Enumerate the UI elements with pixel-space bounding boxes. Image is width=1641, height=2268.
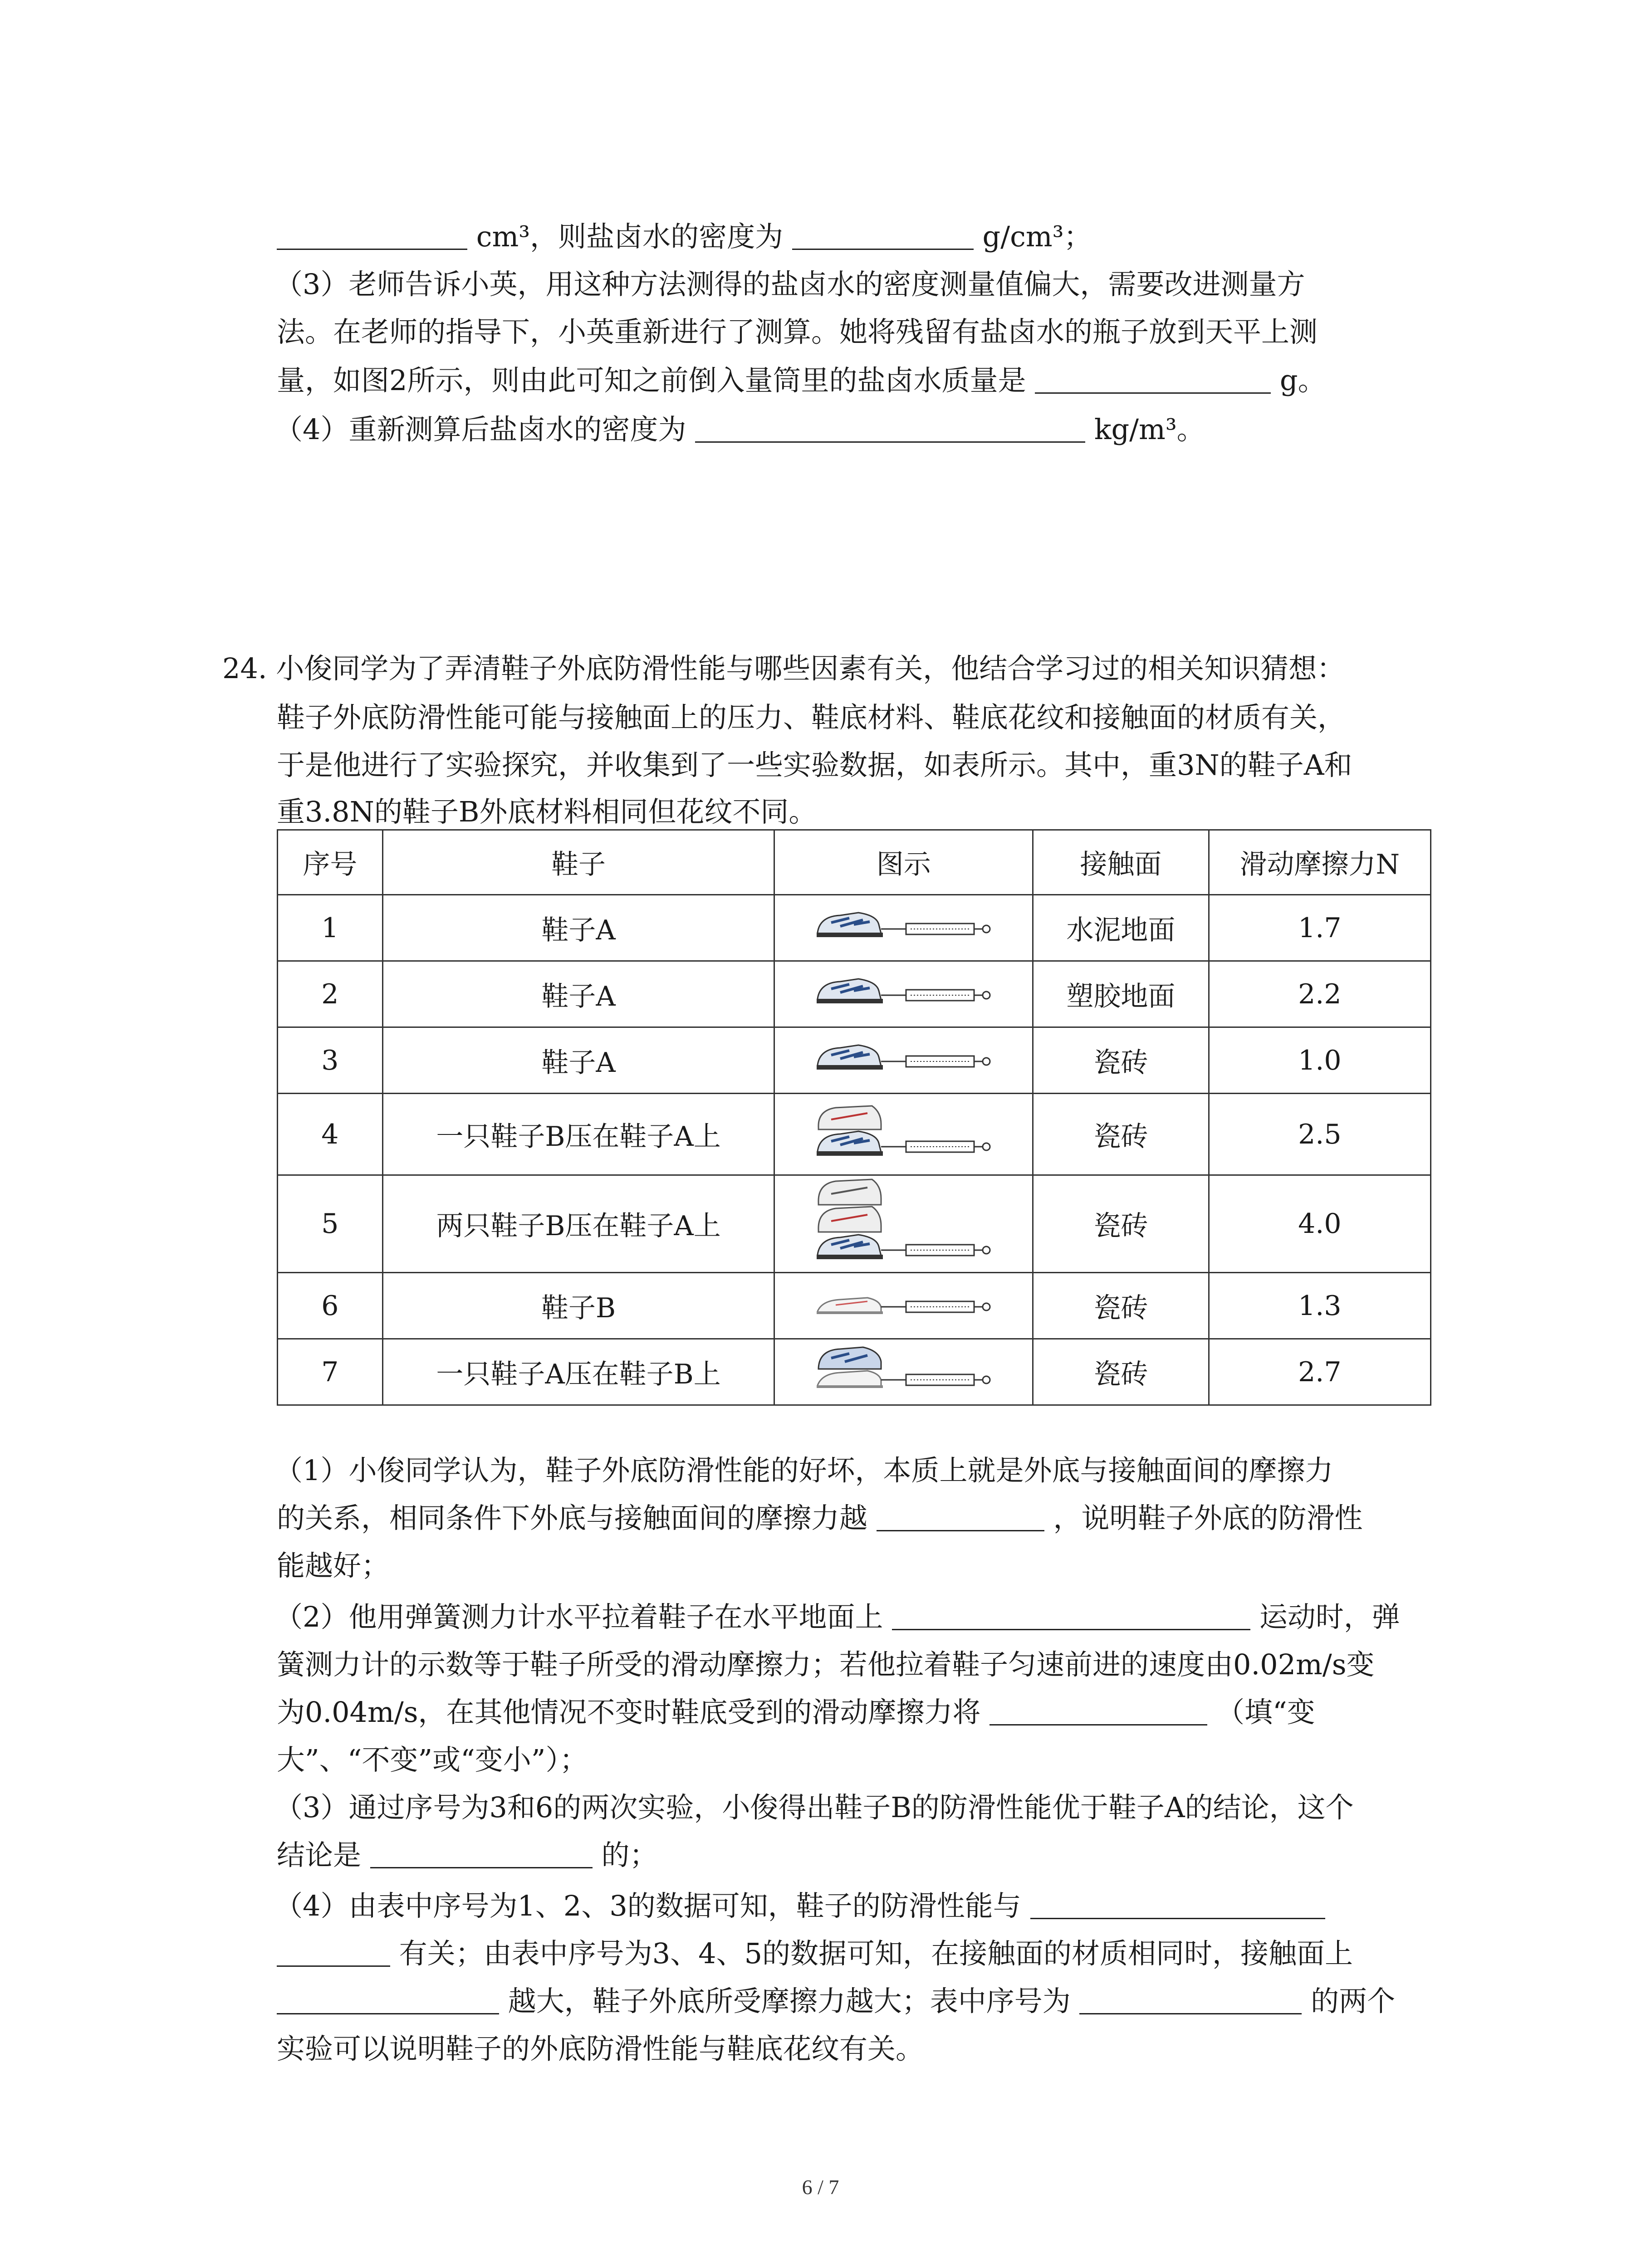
table-row [278, 1339, 1431, 1405]
q23-l1-text: cm³，则盐卤水的密度为 [476, 220, 784, 253]
q23-p3-line3 [277, 362, 1326, 400]
q24-p2-l3-text: 为0.04m/s，在其他情况不变时鞋底受到的滑动摩擦力将 [277, 1696, 981, 1729]
q24-p1-l2-text: 的关系，相同条件下外底与接触面间的摩擦力越 [277, 1501, 868, 1535]
stacked-shoes-spring-scale-icon [813, 1344, 994, 1400]
answer-blank[interactable] [277, 220, 467, 250]
q23-p4-text: （4）重新测算后盐卤水的密度为 [274, 413, 686, 446]
cell-shoe: 鞋子A [382, 961, 774, 1027]
q24-p2-l3-end: （填“变 [1216, 1696, 1315, 1729]
q24-p2-l1-text: （2）他用弹簧测力计水平拉着鞋子在水平地面上 [274, 1600, 883, 1633]
header-force: 滑动摩擦力N [1209, 830, 1430, 895]
header-shoe: 鞋子 [382, 830, 774, 895]
answer-blank[interactable] [277, 1937, 390, 1967]
cell-surface: 水泥地面 [1033, 895, 1209, 961]
cell-no: 5 [278, 1175, 383, 1273]
q24-p3-l2-text: 结论是 [277, 1838, 362, 1872]
cell-figure [774, 895, 1033, 961]
q24-p2-line1 [274, 1598, 1400, 1636]
cell-figure [774, 1339, 1033, 1405]
cell-force: 1.7 [1209, 895, 1430, 961]
cell-surface: 塑胶地面 [1033, 961, 1209, 1027]
cell-shoe: 一只鞋子A压在鞋子B上 [382, 1339, 774, 1405]
stacked-shoes-spring-scale-icon [813, 1101, 994, 1167]
cell-force: 2.7 [1209, 1339, 1430, 1405]
q23-p4-unit: kg/m³。 [1094, 413, 1205, 446]
q23-p3-line2: 法。在老师的指导下，小英重新进行了测算。她将残留有盐卤水的瓶子放到天平上测 [277, 315, 1318, 348]
table-row [278, 1273, 1431, 1339]
q24-intro-line1: 24. 小俊同学为了弄清鞋子外底防滑性能与哪些因素有关，他结合学习过的相关知识猜想： [222, 652, 1345, 685]
q24-p4-line4: 实验可以说明鞋子的外底防滑性能与鞋底花纹有关。 [277, 2032, 924, 2065]
answer-blank[interactable] [989, 1696, 1207, 1725]
table-row [278, 1175, 1431, 1273]
answer-blank[interactable] [277, 1985, 499, 2014]
cell-surface: 瓷砖 [1033, 1339, 1209, 1405]
shoe-spring-scale-icon [813, 1039, 994, 1082]
cell-figure [774, 1094, 1033, 1175]
experiment-table [277, 829, 1431, 1406]
q24-intro-line3: 于是他进行了实验探究，并收集到了一些实验数据，如表所示。其中，重3N的鞋子A和 [277, 748, 1352, 782]
q23-line1 [277, 218, 1092, 256]
header-figure: 图示 [774, 830, 1033, 895]
cell-no: 4 [278, 1094, 383, 1175]
cell-figure [774, 961, 1033, 1027]
table-row [278, 1027, 1431, 1094]
answer-blank[interactable] [370, 1839, 593, 1868]
cell-no: 1 [278, 895, 383, 961]
answer-blank[interactable] [792, 220, 974, 250]
answer-blank[interactable] [1035, 364, 1271, 394]
cell-surface: 瓷砖 [1033, 1273, 1209, 1339]
cell-shoe: 鞋子A [382, 1027, 774, 1094]
cell-force: 1.3 [1209, 1273, 1430, 1339]
cell-force: 4.0 [1209, 1175, 1430, 1273]
shoe-spring-scale-icon [813, 1284, 994, 1327]
q24-p4-l3-end: 越大，鞋子外底所受摩擦力越大；表中序号为 [508, 1984, 1071, 2018]
q24-p4-l2-end: 有关；由表中序号为3、4、5的数据可知，在接触面的材质相同时，接触面上 [399, 1937, 1353, 1970]
q23-p4 [274, 411, 1205, 449]
page-number: 6 / 7 [802, 2175, 839, 2199]
answer-blank[interactable] [1030, 1890, 1325, 1919]
q24-p2-line2: 簧测力计的示数等于鞋子所受的滑动摩擦力；若他拉着鞋子匀速前进的速度由0.02m/s变 [277, 1648, 1375, 1681]
q23-p3-line1: （3）老师告诉小英，用这种方法测得的盐卤水的密度测量值偏大，需要改进测量方 [274, 268, 1305, 301]
q23-p3-l3-unit: g。 [1279, 364, 1326, 397]
q24-p3-line2 [277, 1836, 657, 1874]
q24-p4-l3-tail: 的两个 [1311, 1984, 1396, 2018]
answer-blank[interactable] [892, 1601, 1250, 1630]
stacked-shoes-spring-scale-icon [813, 1178, 994, 1271]
cell-surface: 瓷砖 [1033, 1175, 1209, 1273]
cell-figure [774, 1175, 1033, 1273]
q24-p4-l1-text: （4）由表中序号为1、2、3的数据可知，鞋子的防滑性能与 [274, 1889, 1021, 1922]
shoe-spring-scale-icon [813, 906, 994, 949]
q24-p3-line1: （3）通过序号为3和6的两次实验，小俊得出鞋子B的防滑性能优于鞋子A的结论，这个 [274, 1791, 1354, 1824]
cell-surface: 瓷砖 [1033, 1027, 1209, 1094]
cell-shoe: 两只鞋子B压在鞋子A上 [382, 1175, 774, 1273]
table-row [278, 1094, 1431, 1175]
shoe-spring-scale-icon [813, 973, 994, 1016]
header-surface: 接触面 [1033, 830, 1209, 895]
q24-p1-l2-end: ，说明鞋子外底的防滑性 [1053, 1501, 1363, 1535]
cell-figure [774, 1273, 1033, 1339]
cell-no: 6 [278, 1273, 383, 1339]
cell-force: 2.2 [1209, 961, 1430, 1027]
q24-intro-line2: 鞋子外底防滑性能可能与接触面上的压力、鞋底材料、鞋底花纹和接触面的材质有关， [277, 701, 1346, 734]
q24-intro-line4: 重3.8N的鞋子B外底材料相同但花纹不同。 [277, 795, 817, 828]
answer-blank[interactable] [877, 1502, 1044, 1531]
q24-p2-line3 [277, 1693, 1315, 1731]
cell-force: 2.5 [1209, 1094, 1430, 1175]
cell-no: 2 [278, 961, 383, 1027]
cell-no: 7 [278, 1339, 383, 1405]
q24-p1-line3: 能越好； [277, 1549, 390, 1582]
q24-p4-line2 [277, 1935, 1353, 1973]
q24-p4-line1 [274, 1887, 1325, 1925]
table-header-row [278, 830, 1431, 895]
cell-shoe: 鞋子B [382, 1273, 774, 1339]
header-no: 序号 [278, 830, 383, 895]
cell-shoe: 鞋子A [382, 895, 774, 961]
cell-shoe: 一只鞋子B压在鞋子A上 [382, 1094, 774, 1175]
q23-p3-l3-text: 量，如图2所示，则由此可知之前倒入量筒里的盐卤水质量是 [277, 364, 1026, 397]
cell-figure [774, 1027, 1033, 1094]
q24-p2-line4: 大”、“不变”或“变小”）； [277, 1743, 588, 1776]
q24-p1-line1: （1）小俊同学认为，鞋子外底防滑性能的好坏，本质上就是外底与接触面间的摩擦力 [274, 1454, 1333, 1487]
cell-force: 1.0 [1209, 1027, 1430, 1094]
answer-blank[interactable] [695, 413, 1085, 443]
q24-p2-l1-end: 运动时，弹 [1259, 1600, 1400, 1633]
q24-p3-l2-end: 的； [601, 1838, 658, 1872]
table-row [278, 895, 1431, 961]
q24-p1-line2 [277, 1499, 1362, 1537]
cell-no: 3 [278, 1027, 383, 1094]
q24-p4-line3 [277, 1982, 1395, 2020]
answer-blank[interactable] [1079, 1985, 1302, 2014]
cell-surface: 瓷砖 [1033, 1094, 1209, 1175]
q23-l1-unit: g/cm³； [982, 220, 1092, 253]
table-row [278, 961, 1431, 1027]
